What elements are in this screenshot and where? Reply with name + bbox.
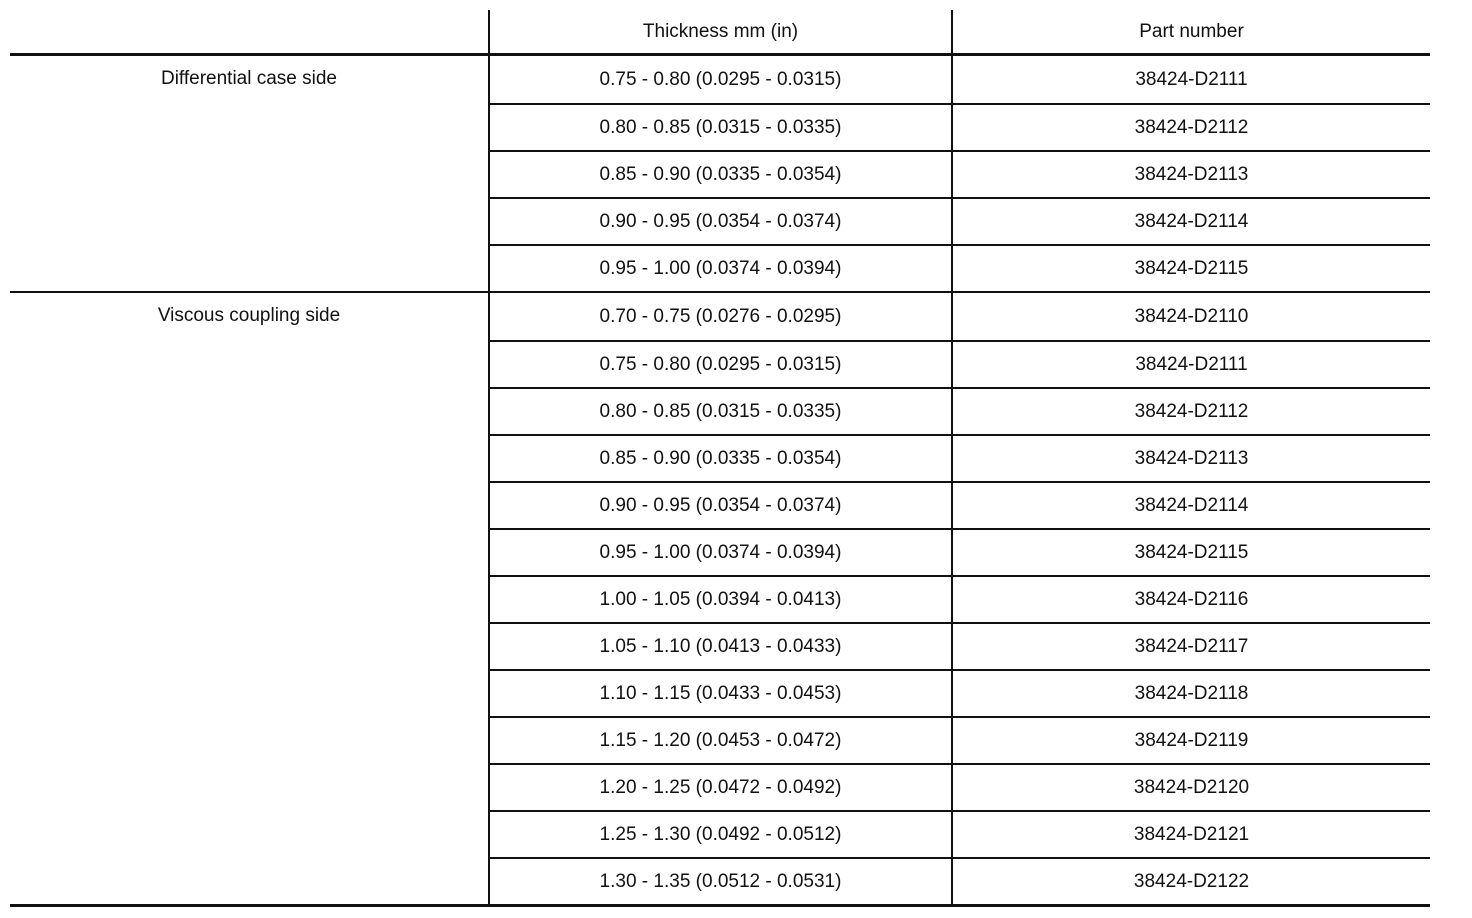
part-number-cell: 38424-D2117 bbox=[1134, 635, 1249, 657]
part-number-cell: 38424-D2110 bbox=[1134, 305, 1249, 327]
part-number-cell: 38424-D2113 bbox=[1134, 447, 1249, 469]
thickness-cell: 1.30 - 1.35 (0.0512 - 0.0531) bbox=[490, 859, 953, 904]
group-rows bbox=[490, 293, 1430, 904]
part-number-cell: 38424-D2122 bbox=[1133, 870, 1250, 892]
table-row bbox=[490, 575, 1430, 622]
part-number-cell: 38424-D2111 bbox=[1135, 353, 1248, 375]
part-number-cell: 38424-D2112 bbox=[1134, 400, 1249, 422]
thickness-cell: 0.80 - 0.85 (0.0315 - 0.0335) bbox=[490, 389, 953, 434]
thickness-cell: 1.10 - 1.15 (0.0433 - 0.0453) bbox=[490, 671, 953, 716]
part-number-cell: 38424-D2114 bbox=[1134, 210, 1249, 232]
table-row bbox=[490, 244, 1430, 291]
header-part-number: Part number bbox=[1139, 20, 1244, 42]
thickness-cell: 1.25 - 1.30 (0.0492 - 0.0512) bbox=[490, 812, 953, 857]
thickness-cell: 0.85 - 0.90 (0.0335 - 0.0354) bbox=[490, 152, 953, 197]
table-row bbox=[490, 103, 1430, 150]
table-row bbox=[490, 528, 1430, 575]
header-thickness: Thickness mm (in) bbox=[490, 10, 953, 53]
group-viscous-coupling-side bbox=[10, 291, 1430, 904]
thickness-cell: 0.90 - 0.95 (0.0354 - 0.0374) bbox=[490, 199, 953, 244]
thickness-cell: 0.75 - 0.80 (0.0295 - 0.0315) bbox=[490, 342, 953, 387]
bottom-rule bbox=[10, 904, 1430, 907]
part-number-cell: 38424-D2120 bbox=[1133, 776, 1250, 798]
table-row bbox=[490, 293, 1430, 340]
table-row bbox=[490, 481, 1430, 528]
thickness-cell: 0.75 - 0.80 (0.0295 - 0.0315) bbox=[490, 56, 953, 103]
thickness-cell: 1.00 - 1.05 (0.0394 - 0.0413) bbox=[490, 577, 953, 622]
thickness-cell: 1.15 - 1.20 (0.0453 - 0.0472) bbox=[490, 718, 953, 763]
group-differential-case-side bbox=[10, 56, 1430, 291]
thickness-cell: 0.95 - 1.00 (0.0374 - 0.0394) bbox=[490, 530, 953, 575]
table-row bbox=[490, 434, 1430, 481]
shim-selection-table bbox=[10, 10, 1430, 907]
table-row bbox=[490, 669, 1430, 716]
table-row bbox=[490, 810, 1430, 857]
table-row bbox=[490, 197, 1430, 244]
part-number-cell: 38424-D2119 bbox=[1134, 729, 1249, 751]
header-empty-cell bbox=[10, 10, 490, 53]
table-row bbox=[490, 622, 1430, 669]
group-label: Viscous coupling side bbox=[10, 293, 490, 904]
thickness-cell: 1.20 - 1.25 (0.0472 - 0.0492) bbox=[490, 765, 953, 810]
table-row bbox=[490, 150, 1430, 197]
part-number-cell: 38424-D2113 bbox=[1134, 163, 1249, 185]
table-row bbox=[490, 857, 1430, 904]
part-number-cell: 38424-D2121 bbox=[1133, 823, 1250, 845]
thickness-cell: 1.05 - 1.10 (0.0413 - 0.0433) bbox=[490, 624, 953, 669]
table-row bbox=[490, 340, 1430, 387]
table-row bbox=[490, 387, 1430, 434]
group-rows bbox=[490, 56, 1430, 291]
thickness-cell: 0.80 - 0.85 (0.0315 - 0.0335) bbox=[490, 105, 953, 150]
table-row bbox=[490, 763, 1430, 810]
part-number-cell: 38424-D2115 bbox=[1134, 257, 1249, 279]
part-number-cell: 38424-D2116 bbox=[1134, 588, 1249, 610]
thickness-cell: 0.85 - 0.90 (0.0335 - 0.0354) bbox=[490, 436, 953, 481]
part-number-cell: 38424-D2114 bbox=[1134, 494, 1249, 516]
thickness-cell: 0.90 - 0.95 (0.0354 - 0.0374) bbox=[490, 483, 953, 528]
group-label: Differential case side bbox=[10, 56, 490, 291]
thickness-cell: 0.70 - 0.75 (0.0276 - 0.0295) bbox=[490, 293, 953, 340]
thickness-cell: 0.95 - 1.00 (0.0374 - 0.0394) bbox=[490, 246, 953, 291]
part-number-cell: 38424-D2118 bbox=[1134, 682, 1249, 704]
part-number-cell: 38424-D2115 bbox=[1134, 541, 1249, 563]
part-number-cell: 38424-D2112 bbox=[1134, 116, 1249, 138]
part-number-cell: 38424-D2111 bbox=[1135, 68, 1248, 90]
table-row bbox=[490, 716, 1430, 763]
table-header-row bbox=[10, 10, 1430, 56]
table-row bbox=[490, 56, 1430, 103]
